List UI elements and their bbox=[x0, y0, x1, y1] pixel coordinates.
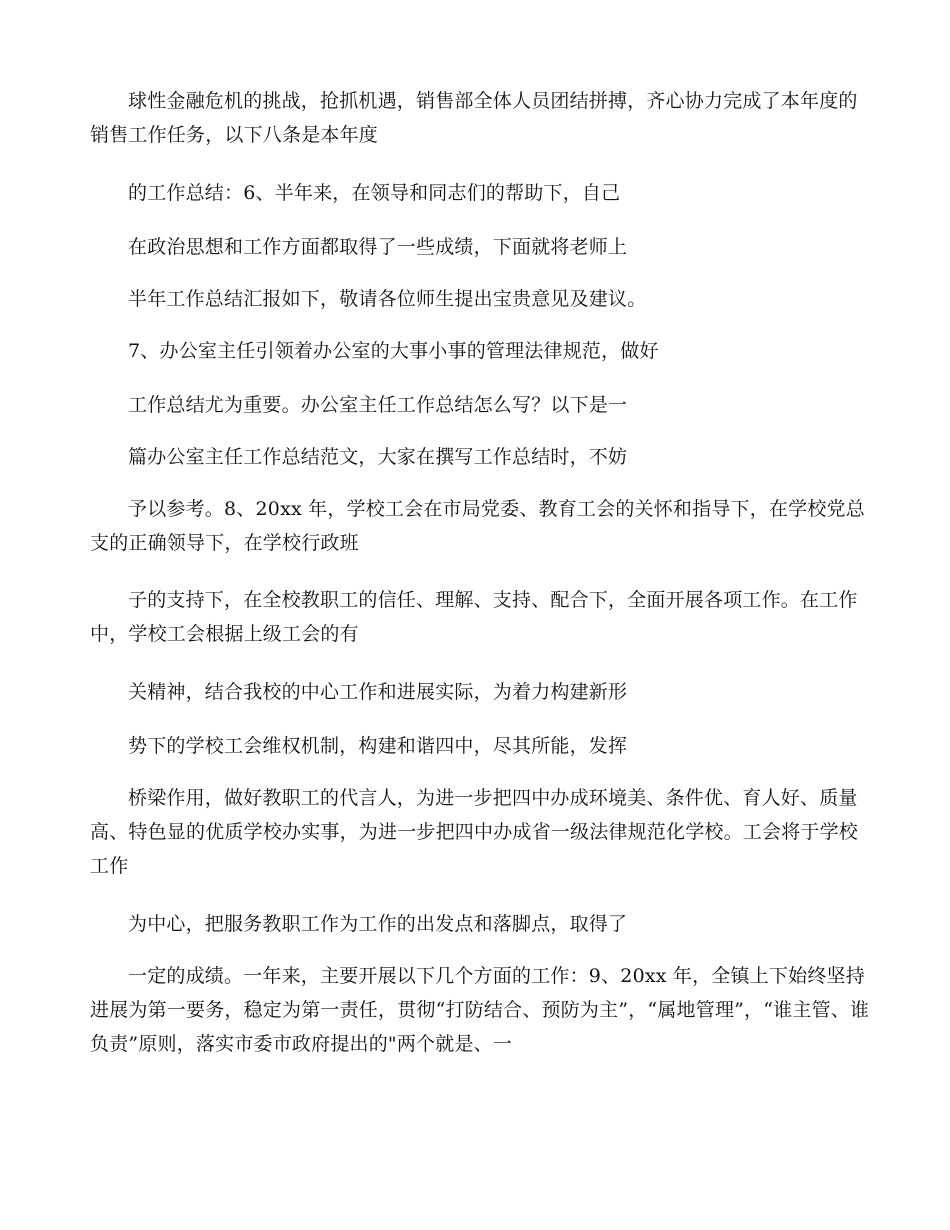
paragraph: 半年工作总结汇报如下，敬请各位师生提出宝贵意见及建议。 bbox=[128, 288, 647, 310]
paragraph: 的工作总结：6、半年来，在领导和同志们的帮助下，自己 bbox=[128, 182, 621, 204]
paragraph: 球性金融危机的挑战，抢抓机遇，销售部全体人员团结拼搏，齐心协力完成了本年度的销售工作任务，以下八条是本年度 bbox=[90, 90, 858, 146]
paragraph: 子的支持下，在全校教职工的信任、理解、支持、配合下，全面开展各项工作。在工作中，学校工会根据上级工会的有 bbox=[90, 589, 858, 645]
paragraph: 在政治思想和工作方面都取得了一些成绩，下面就将老师上 bbox=[128, 236, 628, 258]
paragraph: 篇办公室主任工作总结范文，大家在撰写工作总结时，不妨 bbox=[128, 446, 628, 468]
paragraph: 一定的成绩。一年来，主要开展以下几个方面的工作：9、20xx 年，全镇上下始终坚持进展为第一要务，稳定为第一责任，贯彻“打防结合、预防为主”，“属地管理”，“谁主管、谁负责”原则，落实市委市政府提出的"两个就是、一 bbox=[90, 965, 870, 1055]
paragraph: 关精神，结合我校的中心工作和进展实际，为着力构建新形 bbox=[128, 681, 628, 703]
paragraph: 桥梁作用，做好教职工的代言人，为进一步把四中办成环境美、条件优、育人好、质量高、特色显的优质学校办实事，为进一步把四中办成省一级法律规范化学校。工会将于学校工作 bbox=[90, 787, 859, 877]
paragraph: 为中心，把服务教职工作为工作的出发点和落脚点，取得了 bbox=[128, 913, 628, 935]
paragraph: 予以参考。8、20xx 年，学校工会在市局党委、教育工会的关怀和指导下，在学校党总支的正确领导下，在学校行政班 bbox=[90, 498, 865, 554]
paragraph: 工作总结尤为重要。办公室主任工作总结怎么写？以下是一 bbox=[128, 394, 628, 416]
paragraph: 势下的学校工会维权机制，构建和谐四中，尽其所能，发挥 bbox=[128, 735, 628, 757]
paragraph: 7、办公室主任引领着办公室的大事小事的管理法律规范，做好 bbox=[128, 340, 659, 362]
